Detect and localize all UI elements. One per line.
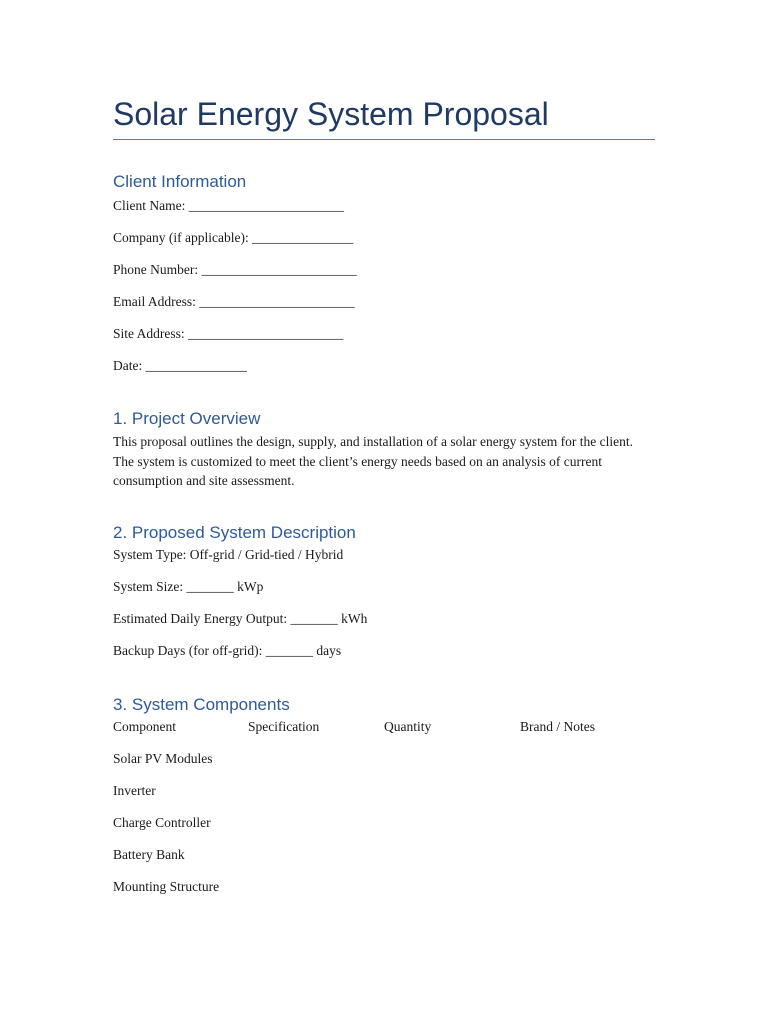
daily-energy-output-field: Estimated Daily Energy Output: _______ kWh bbox=[113, 611, 368, 626]
system-type-field: System Type: Off-grid / Grid-tied / Hybrid bbox=[113, 547, 344, 562]
phone-number-field: Phone Number: _______________________ bbox=[113, 262, 357, 277]
date-field: Date: _______________ bbox=[113, 358, 247, 373]
table-row-component: Mounting Structure bbox=[113, 879, 220, 894]
table-row-component: Inverter bbox=[113, 783, 156, 798]
column-header-specification: Specification bbox=[248, 719, 320, 734]
table-row-component: Solar PV Modules bbox=[113, 751, 213, 766]
column-header-component: Component bbox=[113, 719, 176, 734]
system-size-field: System Size: _______ kWp bbox=[113, 579, 264, 594]
project-overview-heading: 1. Project Overview bbox=[113, 409, 261, 428]
system-description-heading: 2. Proposed System Description bbox=[113, 523, 356, 542]
document-title: Solar Energy System Proposal bbox=[113, 96, 549, 132]
table-row-component: Charge Controller bbox=[113, 815, 211, 830]
company-field: Company (if applicable): _______________ bbox=[113, 230, 354, 245]
backup-days-field: Backup Days (for off-grid): _______ days bbox=[113, 643, 342, 658]
title-underline bbox=[113, 139, 655, 140]
system-components-heading: 3. System Components bbox=[113, 695, 290, 714]
client-name-field: Client Name: _______________________ bbox=[113, 198, 344, 213]
table-row-component: Battery Bank bbox=[113, 847, 185, 862]
client-information-heading: Client Information bbox=[113, 172, 247, 191]
column-header-quantity: Quantity bbox=[384, 719, 432, 734]
column-header-brand-notes: Brand / Notes bbox=[520, 719, 595, 734]
project-overview-text: This proposal outlines the design, supply, and installation of a solar energy system for the client. The system is customized to meet the client’s energy needs based on an analysis of current consumption and site assessment. bbox=[113, 434, 634, 488]
site-address-field: Site Address: _______________________ bbox=[113, 326, 344, 341]
email-address-field: Email Address: _______________________ bbox=[113, 294, 355, 309]
